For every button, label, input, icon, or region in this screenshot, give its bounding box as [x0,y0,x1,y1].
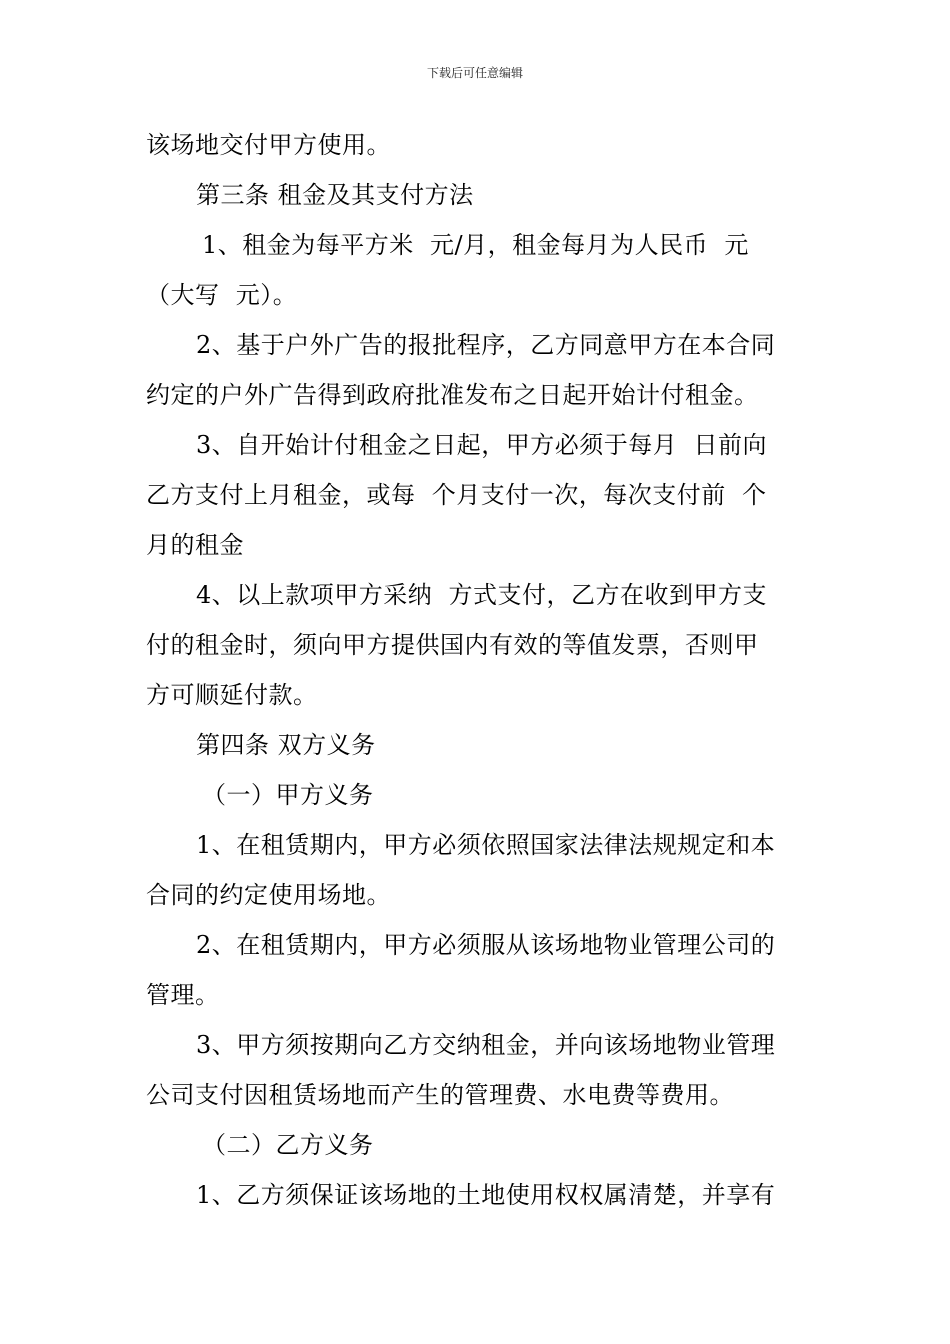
text-line: 1、租金为每平方米 元/月，租金每月为人民币 元 [202,231,749,259]
text-line: 3、自开始计付租金之日起，甲方必须于每月 日前向 [196,431,768,459]
text-line: 公司支付因租赁场地而产生的管理费、水电费等费用。 [146,1081,734,1109]
text-line: 约定的户外广告得到政府批准发布之日起开始计付租金。 [146,381,759,409]
text-line: 管理。 [146,981,220,1009]
text-line: 1、在租赁期内，甲方必须依照国家法律法规规定和本 [196,831,776,859]
text-line: 2、在租赁期内，甲方必须服从该场地物业管理公司的 [196,931,776,959]
text-line: 乙方支付上月租金，或每 个月支付一次，每次支付前 个 [146,481,767,509]
text-line: 4、以上款项甲方采纳 方式支付，乙方在收到甲方支 [196,581,768,609]
text-line: 2、基于户外广告的报批程序，乙方同意甲方在本合同 [196,331,776,359]
page-header: 下载后可任意编辑 [426,66,523,80]
section-heading: 第三条 租金及其支付方法 [196,181,474,209]
subsection-heading: （一）甲方义务 [202,781,374,809]
text-line: 合同的约定使用场地。 [146,881,391,909]
text-line: （大写 元）。 [146,281,298,309]
document-body [146,120,810,1220]
text-line: 1、乙方须保证该场地的土地使用权权属清楚，并享有 [196,1181,776,1209]
text-line: 3、甲方须按期向乙方交纳租金，并向该场地物业管理 [196,1031,776,1059]
text-line: 方可顺延付款。 [146,681,318,709]
section-heading: 第四条 双方义务 [196,731,376,759]
text-line: 该场地交付甲方使用。 [146,131,391,159]
text-line: 月的租金 [146,531,244,559]
text-line: 付的租金时，须向甲方提供国内有效的等值发票，否则甲 [146,631,759,659]
subsection-heading: （二）乙方义务 [202,1131,374,1159]
